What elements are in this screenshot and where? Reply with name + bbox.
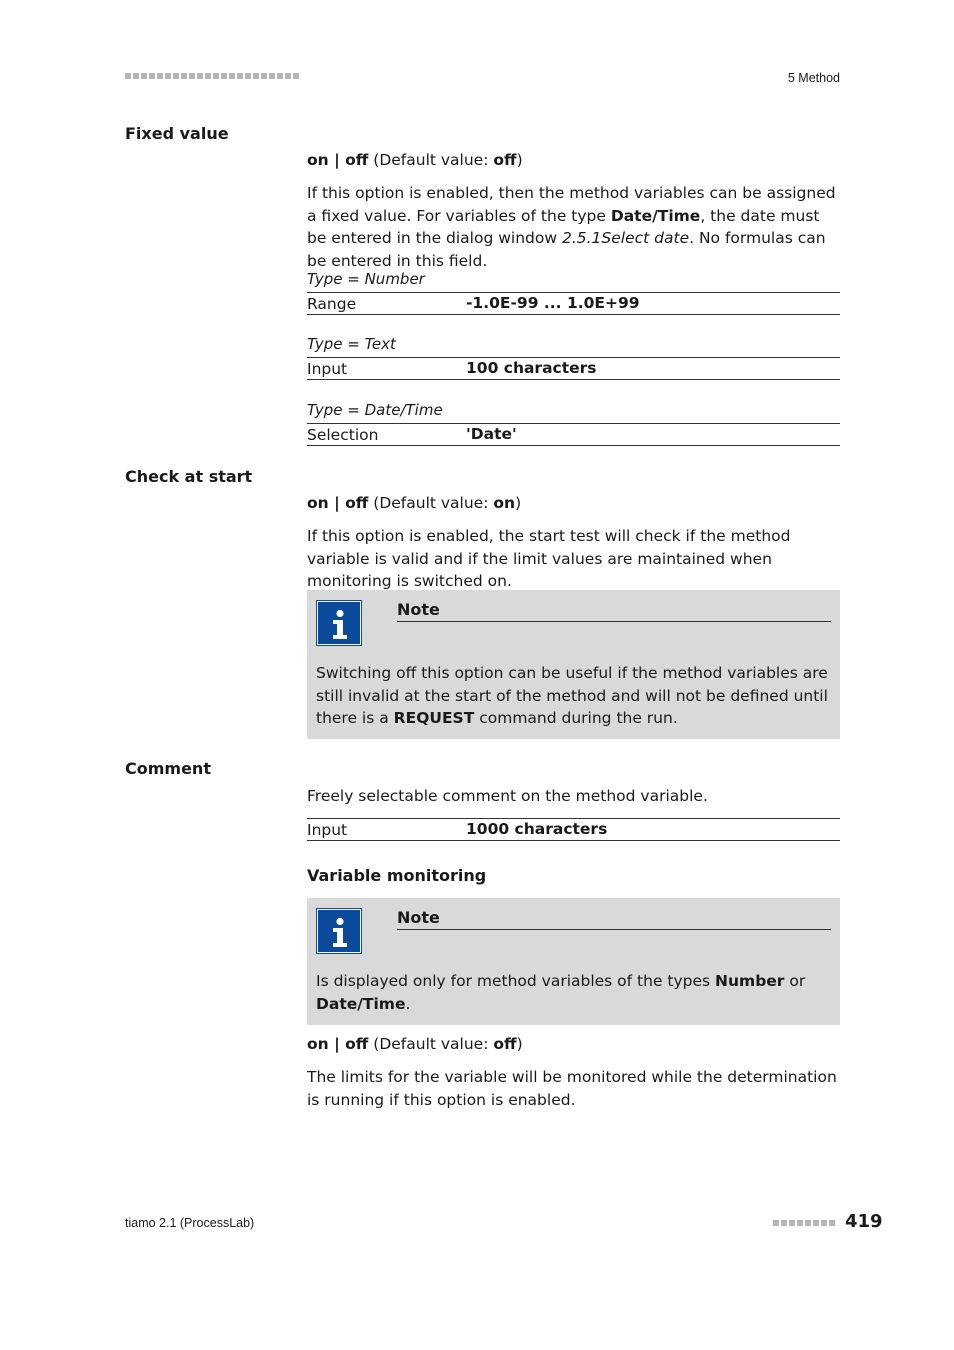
comment-description: Freely selectable comment on the method variable.	[307, 787, 708, 805]
table-row-comment-input	[307, 818, 840, 841]
table-caption-text: Type = Text	[307, 335, 396, 353]
subheading-variable-monitoring: Variable monitoring	[307, 866, 487, 885]
footer-decoration	[773, 1220, 837, 1238]
note-title: Note	[397, 908, 831, 930]
info-icon	[316, 908, 362, 954]
table-caption-number: Type = Number	[307, 270, 425, 288]
row-key: Selection	[307, 426, 379, 444]
table-row-input	[307, 357, 840, 380]
section-label-fixed-value: Fixed value	[125, 124, 229, 143]
page-number: 419	[845, 1211, 883, 1232]
row-value: -1.0E-99 ... 1.0E+99	[466, 294, 640, 312]
check-at-start-description: If this option is enabled, the start test will check if the method variable is valid and if the limit values are maintained when monitoring is switched on.	[307, 527, 791, 590]
row-value: 'Date'	[466, 425, 517, 443]
check-at-start-onoff: on | off (Default value: on)	[307, 494, 522, 512]
table-row-range	[307, 292, 840, 315]
row-key: Input	[307, 360, 348, 378]
row-key: Input	[307, 821, 348, 839]
fixed-value-description: If this option is enabled, then the method variables can be assigned a fixed value. For variables of the type Date/Time, the date must be entered in the dialog window 2.5.1Select date. No formulas can be entered in this field.	[307, 184, 836, 270]
note-title: Note	[397, 600, 831, 622]
info-icon	[316, 600, 362, 646]
variable-monitoring-description: The limits for the variable will be monitored while the determination is running if this option is enabled.	[307, 1068, 837, 1109]
section-label-check-at-start: Check at start	[125, 467, 253, 486]
variable-monitoring-onoff: on | off (Default value: off)	[307, 1035, 523, 1053]
fixed-value-onoff: on | off (Default value: off)	[307, 151, 523, 169]
row-value: 100 characters	[466, 359, 597, 377]
note-box-variable-monitoring	[307, 898, 840, 1025]
note-text: Switching off this option can be useful if the method variables are still invalid at the start of the method and will not be defined until there is a REQUEST command during the run.	[316, 664, 828, 727]
section-label-comment: Comment	[125, 759, 211, 778]
chapter-title: 5 Method	[787, 71, 840, 85]
table-row-selection	[307, 423, 840, 446]
row-key: Range	[307, 295, 357, 313]
row-value: 1000 characters	[466, 820, 608, 838]
note-box-check-at-start	[307, 590, 840, 739]
footer-product: tiamo 2.1 (ProcessLab)	[125, 1216, 255, 1230]
header-decoration	[125, 73, 307, 82]
note-text: Is displayed only for method variables of the types Number or Date/Time.	[316, 972, 806, 1013]
table-caption-datetime: Type = Date/Time	[307, 401, 443, 419]
